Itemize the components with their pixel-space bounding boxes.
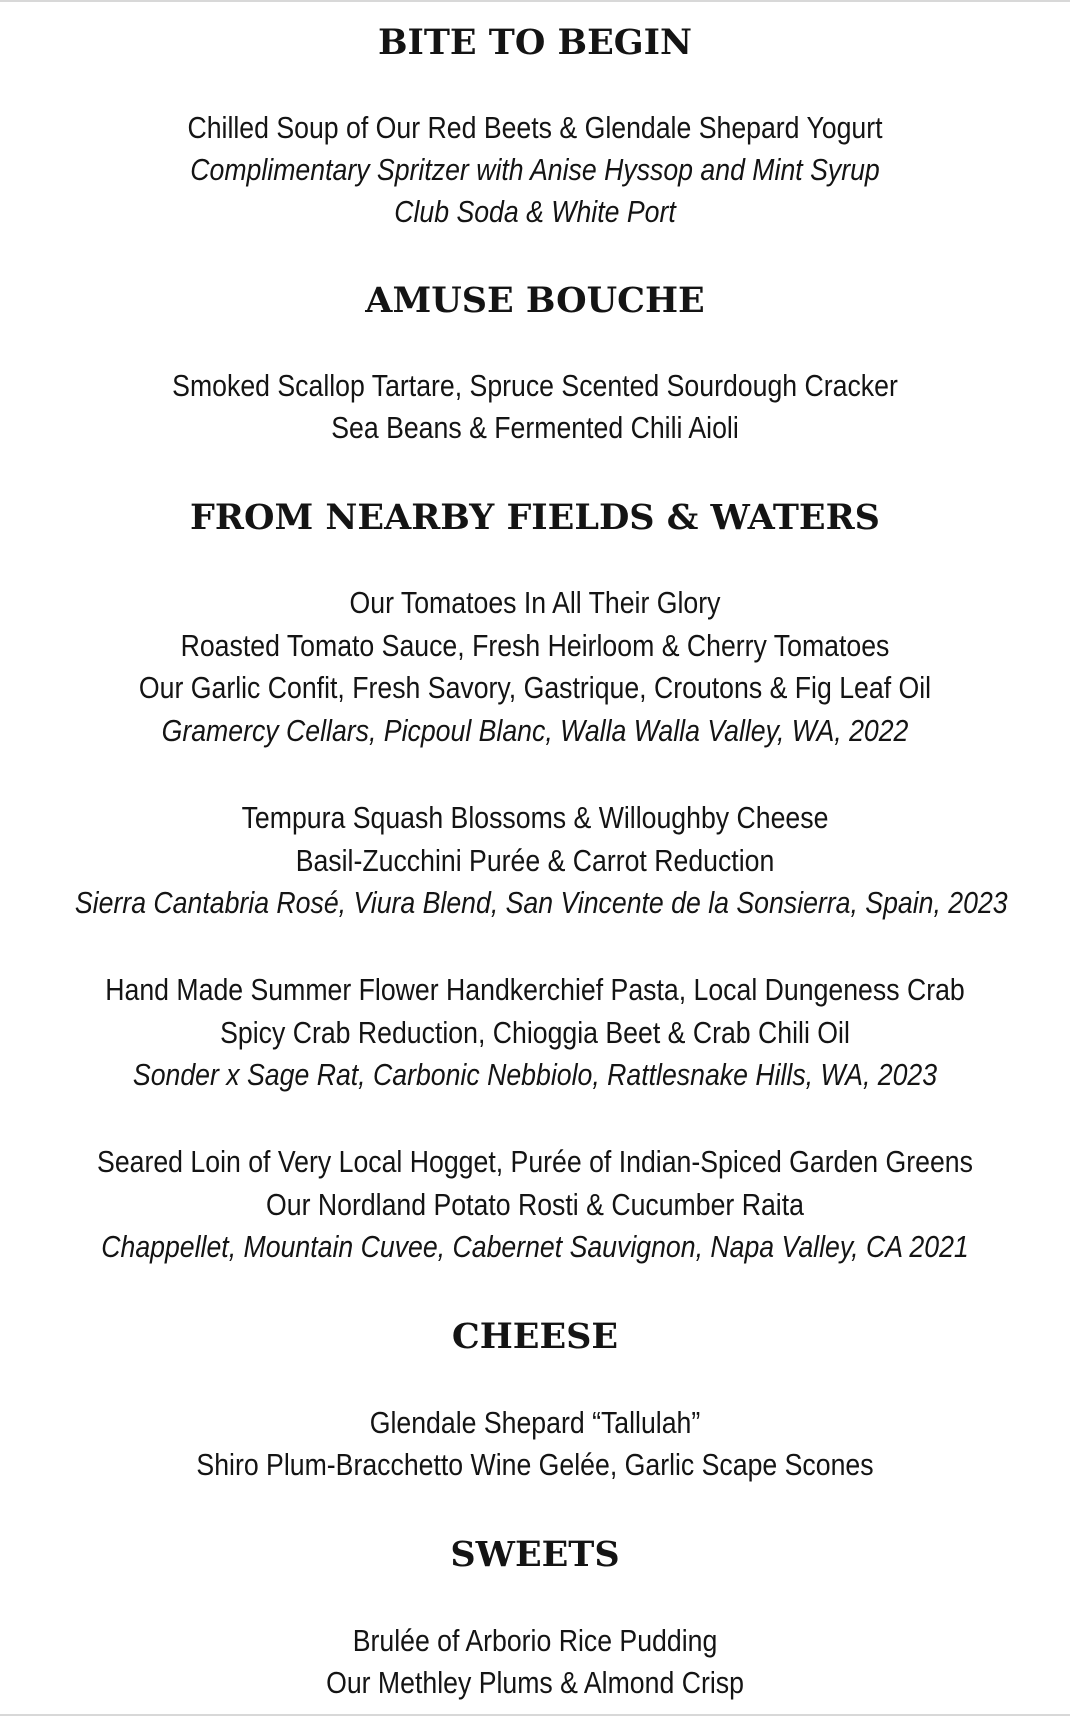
cheese-detail-line: Shiro Plum-Bracchetto Wine Gelée, Garlic Scape Scones bbox=[196, 1447, 874, 1482]
tomatoes-detail-line: Roasted Tomato Sauce, Fresh Heirloom & Cherry Tomatoes bbox=[180, 628, 890, 663]
tempura-detail-line: Basil-Zucchini Purée & Carrot Reduction bbox=[295, 843, 775, 878]
section-heading-cheese: CHEESE bbox=[451, 1316, 619, 1357]
cheese-dish-line: Glendale Shepard “Tallulah” bbox=[369, 1405, 701, 1440]
section-heading-fields-waters: FROM NEARBY FIELDS & WATERS bbox=[190, 497, 880, 538]
section-heading-bite-to-begin: BITE TO BEGIN bbox=[377, 22, 693, 63]
sweets-dish-line: Brulée of Arborio Rice Pudding bbox=[352, 1623, 718, 1658]
bite-drink-detail-line: Club Soda & White Port bbox=[394, 194, 676, 229]
amuse-dish-line: Smoked Scallop Tartare, Spruce Scented Sourdough Cracker bbox=[172, 368, 898, 403]
pasta-wine-pairing: Sonder x Sage Rat, Carbonic Nebbiolo, Rattlesnake Hills, WA, 2023 bbox=[132, 1057, 938, 1092]
bite-drink-line: Complimentary Spritzer with Anise Hyssop and Mint Syrup bbox=[190, 152, 880, 187]
hogget-dish-line: Seared Loin of Very Local Hogget, Purée of Indian-Spiced Garden Greens bbox=[97, 1144, 973, 1179]
section-heading-sweets: SWEETS bbox=[450, 1534, 620, 1575]
tomatoes-detail-line-2: Our Garlic Confit, Fresh Savory, Gastrique, Croutons & Fig Leaf Oil bbox=[138, 670, 932, 705]
hogget-detail-line: Our Nordland Potato Rosti & Cucumber Raita bbox=[266, 1187, 804, 1222]
tempura-dish-line: Tempura Squash Blossoms & Willoughby Cheese bbox=[241, 800, 829, 835]
tomatoes-wine-pairing: Gramercy Cellars, Picpoul Blanc, Walla Walla Valley, WA, 2022 bbox=[161, 713, 909, 748]
tempura-wine-pairing: Sierra Cantabria Rosé, Viura Blend, San Vincente de la Sonsierra, Spain, 2023 bbox=[74, 885, 1008, 920]
amuse-dish-detail-line: Sea Beans & Fermented Chili Aioli bbox=[331, 410, 739, 445]
pasta-detail-line: Spicy Crab Reduction, Chioggia Beet & Crab Chili Oil bbox=[220, 1015, 850, 1050]
section-heading-amuse-bouche: AMUSE BOUCHE bbox=[365, 280, 705, 321]
pasta-dish-line: Hand Made Summer Flower Handkerchief Pasta, Local Dungeness Crab bbox=[105, 972, 965, 1007]
tomatoes-dish-line: Our Tomatoes In All Their Glory bbox=[349, 585, 721, 620]
bite-dish-line: Chilled Soup of Our Red Beets & Glendale Shepard Yogurt bbox=[187, 110, 883, 145]
sweets-detail-line: Our Methley Plums & Almond Crisp bbox=[326, 1665, 744, 1700]
hogget-wine-pairing: Chappellet, Mountain Cuvee, Cabernet Sauvignon, Napa Valley, CA 2021 bbox=[101, 1229, 969, 1264]
